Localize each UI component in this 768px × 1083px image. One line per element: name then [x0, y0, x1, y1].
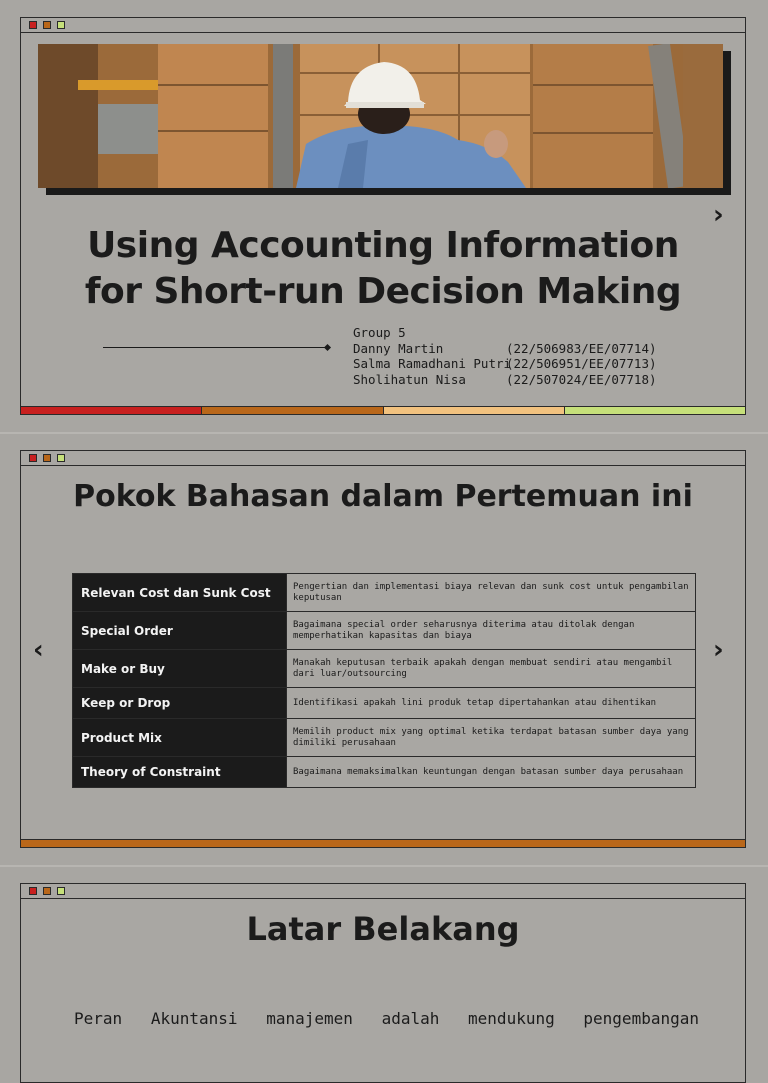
topic-cell: Theory of Constraint: [73, 757, 287, 788]
description-cell: Pengertian dan implementasi biaya relevan dan sunk cost untuk pengambilan keputusan: [287, 574, 696, 612]
topic-cell: Special Order: [73, 612, 287, 650]
minimize-dot-icon: [43, 454, 51, 462]
topics-table: [72, 573, 696, 788]
member-name: Salma Ramadhani Putri: [353, 356, 512, 371]
maximize-dot-icon: [57, 454, 65, 462]
topic-cell: Make or Buy: [73, 650, 287, 688]
next-slide-arrow[interactable]: ›: [713, 200, 724, 230]
window-titlebar: [21, 451, 745, 466]
member-row: [353, 341, 657, 357]
next-slide-arrow[interactable]: ›: [713, 635, 724, 665]
group-label: Group 5: [353, 325, 406, 340]
color-stripe: [21, 406, 745, 414]
minimize-dot-icon: [43, 887, 51, 895]
table-row: [73, 612, 696, 650]
prev-slide-arrow[interactable]: ‹: [33, 635, 44, 665]
background-slide: [20, 883, 746, 1083]
table-row: [73, 688, 696, 719]
body-text: Peran Akuntansi manajemen adalah mendukung pengembangan: [74, 1009, 699, 1028]
description-cell: Manakah keputusan terbaik apakah dengan membuat sendiri atau mengambil dari luar/outsourcing: [287, 650, 696, 688]
topic-cell: Product Mix: [73, 719, 287, 757]
close-dot-icon: [29, 887, 37, 895]
close-dot-icon: [29, 21, 37, 29]
table-row: [73, 574, 696, 612]
description-cell: Bagaimana memaksimalkan keuntungan dengan batasan sumber daya perusahaan: [287, 757, 696, 788]
member-row: [353, 372, 657, 388]
member-id: (22/507024/EE/07718): [506, 371, 657, 387]
topic-cell: Keep or Drop: [73, 688, 287, 719]
decorative-line: [103, 347, 327, 348]
stripe-orange: [202, 407, 383, 414]
maximize-dot-icon: [57, 21, 65, 29]
slide-separator: [0, 865, 768, 867]
warehouse-worker-photo: [38, 44, 723, 188]
member-id: (22/506983/EE/07714): [506, 340, 657, 356]
description-cell: Memilih product mix yang optimal ketika terdapat batasan sumber daya yang dimiliki perusahaan: [287, 719, 696, 757]
table-row: [73, 650, 696, 688]
close-dot-icon: [29, 454, 37, 462]
agenda-title: Pokok Bahasan dalam Pertemuan ini: [73, 479, 693, 514]
table-row: [73, 757, 696, 788]
title-slide: [20, 17, 746, 415]
group-members: [353, 325, 657, 387]
stripe-red: [21, 407, 202, 414]
section-title: Latar Belakang: [246, 910, 520, 948]
stripe-green: [565, 407, 745, 414]
member-row: [353, 356, 657, 372]
maximize-dot-icon: [57, 887, 65, 895]
member-id: (22/506951/EE/07713): [506, 356, 657, 371]
stripe-peach: [384, 407, 565, 414]
topic-cell: Relevan Cost dan Sunk Cost: [73, 574, 287, 612]
table-row: [73, 719, 696, 757]
agenda-slide: [20, 450, 746, 848]
color-stripe: [21, 839, 745, 847]
window-titlebar: [21, 18, 745, 33]
minimize-dot-icon: [43, 21, 51, 29]
presentation-title: Using Accounting Information for Short-run Decision Making: [84, 225, 682, 312]
member-name: Danny Martin: [353, 340, 444, 356]
slide-separator: [0, 432, 768, 434]
member-name: Sholihatun Nisa: [353, 371, 466, 387]
description-cell: Bagaimana special order seharusnya diterima atau ditolak dengan memperhatikan kapasitas dan biaya: [287, 612, 696, 650]
window-titlebar: [21, 884, 745, 899]
description-cell: Identifikasi apakah lini produk tetap dipertahankan atau dihentikan: [287, 688, 696, 719]
